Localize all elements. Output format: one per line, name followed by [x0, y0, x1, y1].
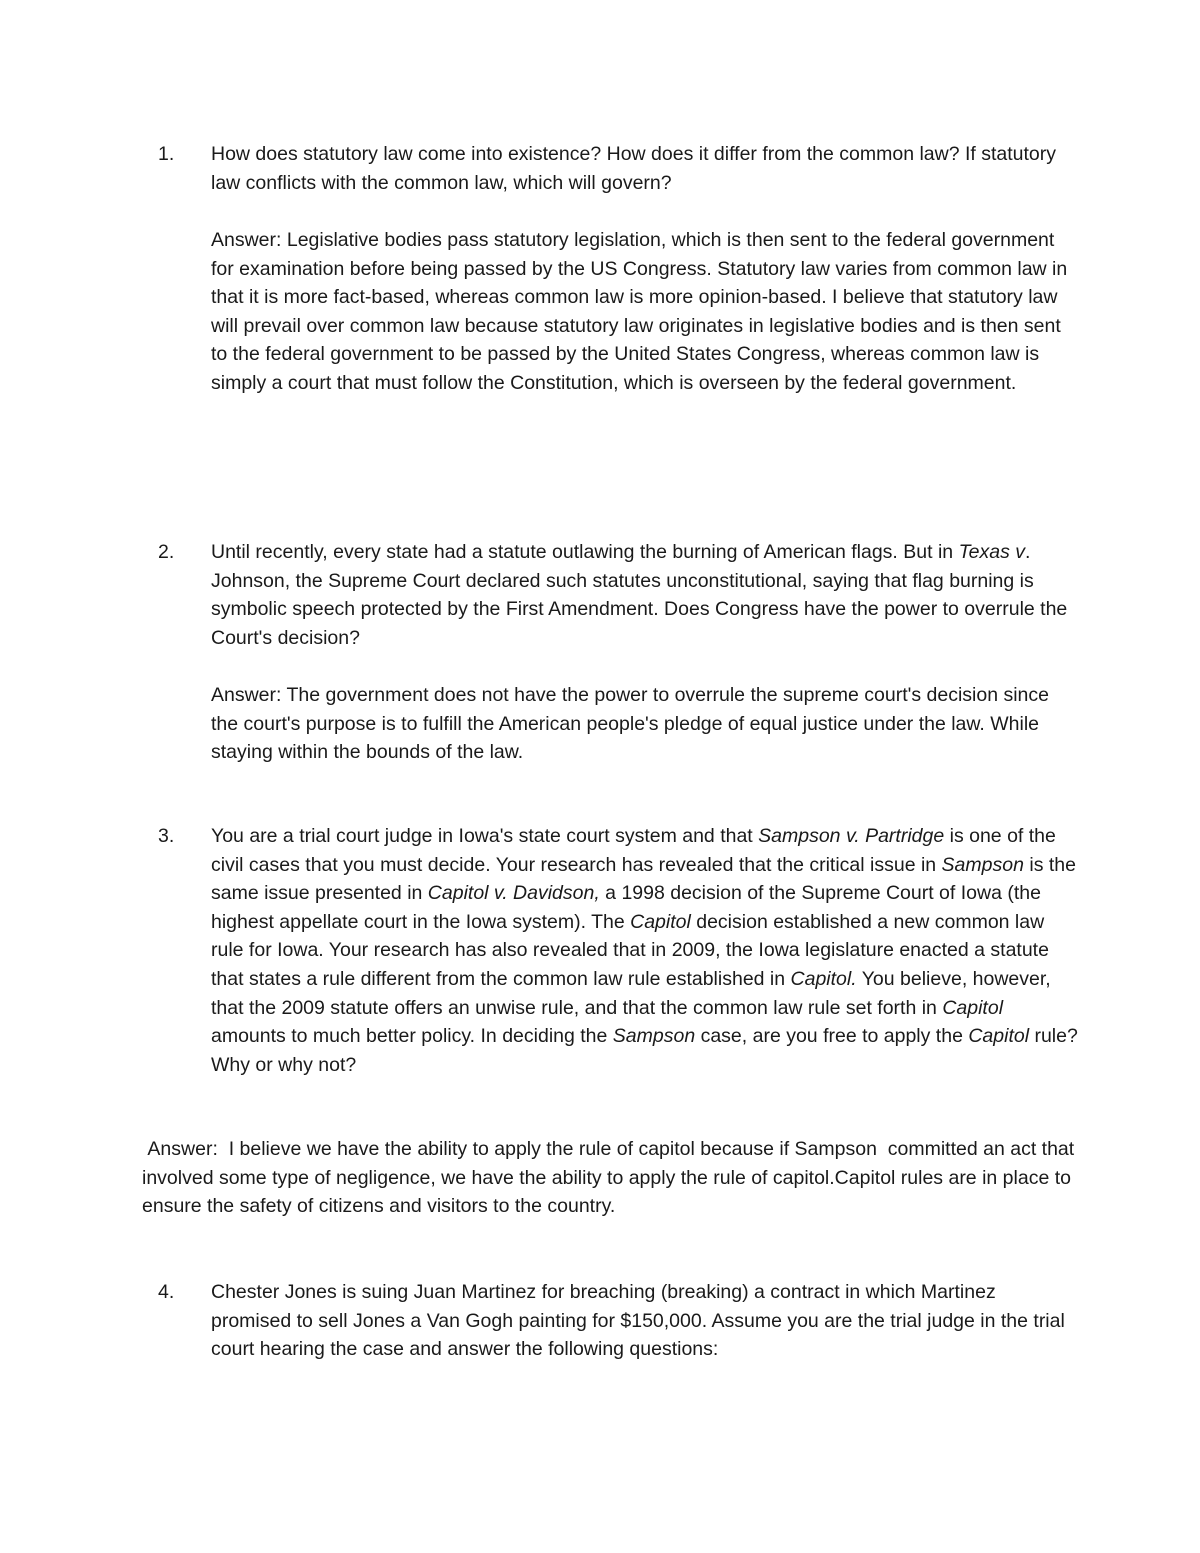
- case-name-capitol: Capitol: [968, 1025, 1030, 1048]
- question-3-part: amounts to much better policy. In deciding the: [211, 1025, 613, 1048]
- question-3-part: rule? Why or why not?: [211, 1025, 1078, 1076]
- question-3-number: 3.: [158, 825, 175, 847]
- question-3-part: You are a trial court judge in Iowa's state court system and that: [211, 825, 759, 847]
- question-2-part: Until recently, every state had a statute outlawing the burning of American flags. But in: [211, 541, 959, 563]
- case-name-capitol: Capitol: [630, 910, 691, 933]
- question-3-text: [211, 822, 1081, 1079]
- question-1-text: How does statutory law come into existence? How does it differ from the common law? If statutory law conflicts with the common law, which will govern?: [211, 143, 1057, 194]
- question-3-part: case, are you free to apply the: [695, 1025, 969, 1048]
- case-name-capitol: Capitol: [942, 996, 1004, 1019]
- question-3-part: a 1998 decision of the Supreme Court of Iowa (the highest appellate court in the Iowa system). The: [211, 882, 1041, 933]
- case-name-sampson: Sampson: [612, 1025, 696, 1048]
- question-3-answer: Answer: I believe we have the ability to apply the rule of capitol because if Sampson committed an act that involved some type of negligence, we have the ability to apply the rule of capitol.Capitol rules are in place to ensure the safety of citizens and visitors to the country.: [142, 1138, 1080, 1218]
- case-name-sampson-v-partridge: Sampson v. Partridge: [758, 825, 945, 847]
- question-3-part: You believe, however, that the 2009 statute offers an unwise rule, and that the common law rule set forth in: [211, 967, 1051, 1019]
- question-2-text: [211, 538, 1081, 652]
- question-3-part: is the same issue presented in: [211, 853, 1076, 905]
- case-name-capitol-v-davidson: Capitol v. Davidson,: [427, 882, 600, 905]
- question-1-answer: Answer: Legislative bodies pass statutory legislation, which is then sent to the federal government for examination before being passed by the US Congress. Statutory law varies from common law in that it is more fact-based, whereas common law is more opinion-based. I believe that statutory law will prevail over common law because statutory law originates in legislative bodies and is then sent to the federal government to be passed by the United States Congress, whereas common law is simply a court that must follow the Constitution, which is overseen by the federal government.: [211, 229, 1068, 394]
- question-3-part: is one of the civil cases that you must decide. Your research has revealed that the critical issue in: [211, 825, 1056, 876]
- question-1-number: 1.: [158, 143, 175, 165]
- case-name-capitol: Capitol.: [790, 967, 857, 990]
- question-2-part: . Johnson, the Supreme Court declared such statutes unconstitutional, saying that flag burning is symbolic speech protected by the First Amendment. Does Congress have the power to overrule the Court's decision?: [211, 541, 1068, 649]
- case-name-texas-v: Texas v: [958, 541, 1026, 563]
- case-name-sampson: Sampson: [941, 853, 1024, 876]
- question-4-number: 4.: [158, 1281, 175, 1303]
- question-3-part: decision established a new common law rule for Iowa. Your research has also revealed that in 2009, the Iowa legislature enacted a statute that states a rule different from the common law rule established in: [211, 910, 1049, 990]
- question-2-answer: Answer: The government does not have the power to overrule the supreme court's decision since the court's purpose is to fulfill the American people's pledge of equal justice under the law. While staying within the bounds of the law.: [211, 684, 1049, 764]
- question-2-number: 2.: [158, 541, 175, 563]
- question-4-text: Chester Jones is suing Juan Martinez for breaching (breaking) a contract in which Martinez promised to sell Jones a Van Gogh painting for $150,000. Assume you are the trial judge in the trial court hearing the case and answer the following questions:: [211, 1281, 1065, 1361]
